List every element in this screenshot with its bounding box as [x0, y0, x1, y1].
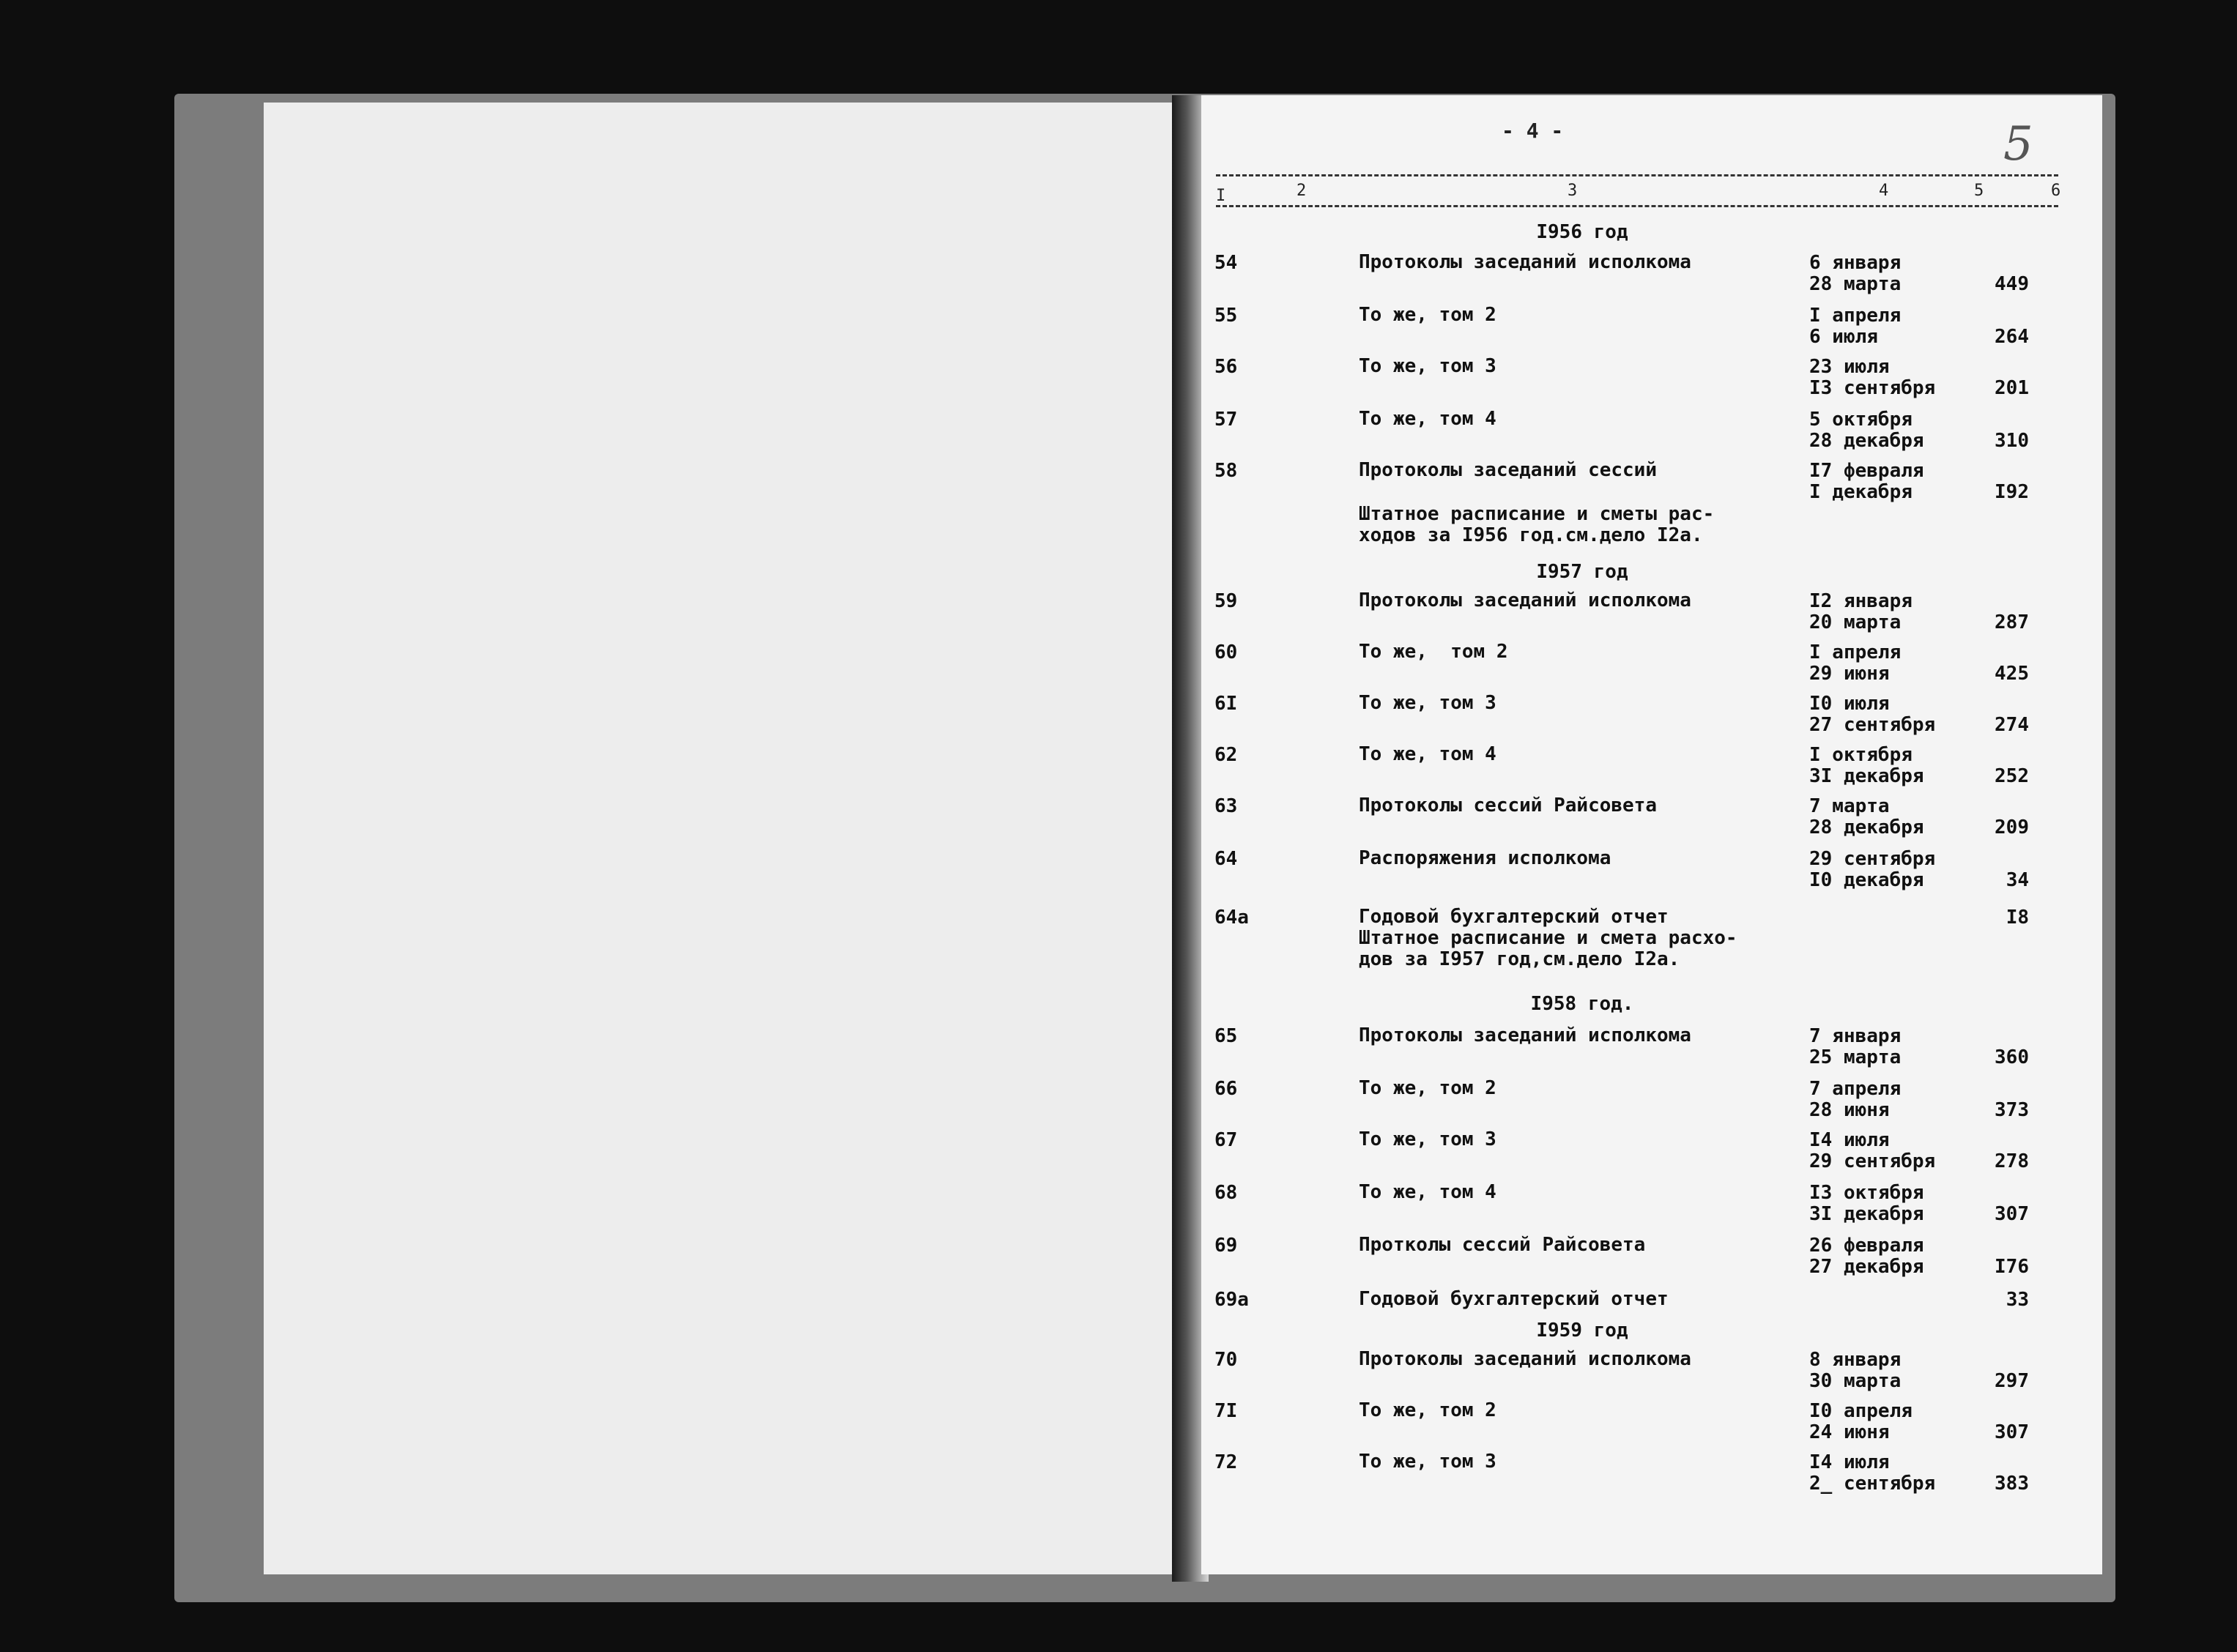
sheet-count: 264: [1995, 326, 2029, 348]
sheet-count: 287: [1995, 611, 2029, 633]
date-start: 29 сентября: [1809, 848, 1936, 870]
case-number: 7I: [1214, 1400, 1238, 1422]
case-number: 69: [1214, 1235, 1238, 1257]
date-start: 26 февраля: [1809, 1235, 1924, 1257]
column-header-3: 3: [1568, 182, 1578, 200]
date-end: 3I декабря: [1809, 765, 1924, 787]
pencil-folio-number: 5: [2003, 117, 2033, 171]
date-start: I2 января: [1809, 590, 1913, 612]
date-start: 8 января: [1809, 1349, 1902, 1371]
date-start: 23 июля: [1809, 356, 1890, 378]
sheet-count: 383: [1995, 1473, 2029, 1495]
case-title: То же, том 3: [1359, 355, 1496, 377]
case-title: Распоряжения исполкома: [1359, 847, 1611, 869]
case-title: Протоколы заседаний исполкома: [1359, 1024, 1691, 1046]
sheet-count: 278: [1995, 1150, 2029, 1172]
case-title: То же, том 2: [1359, 304, 1496, 326]
case-title: То же, том 4: [1359, 1181, 1496, 1203]
case-number: 72: [1214, 1451, 1238, 1473]
year-heading: I959 год: [1536, 1320, 1628, 1342]
case-title: То же, том 3: [1359, 1128, 1496, 1150]
sheet-count: 274: [1995, 714, 2029, 736]
sheet-count: 307: [1995, 1203, 2029, 1225]
case-number: 66: [1214, 1078, 1238, 1100]
bleed-through-text: [264, 103, 1179, 1574]
date-start: 7 января: [1809, 1025, 1902, 1047]
date-end: 28 декабря: [1809, 430, 1924, 452]
case-title: Штатное расписание и сметы рас- ходов за I956 год.см.дело I2а.: [1359, 503, 1715, 546]
date-start: I7 февраля: [1809, 460, 1924, 482]
date-end: 28 марта: [1809, 273, 1902, 295]
case-number: 56: [1214, 356, 1238, 378]
case-title: То же, том 2: [1359, 1399, 1496, 1421]
case-number: 54: [1214, 252, 1238, 274]
case-number: 64а: [1214, 907, 1249, 929]
case-number: 57: [1214, 409, 1238, 431]
case-number: 65: [1214, 1025, 1238, 1047]
case-title: Годовой бухгалтерский отчет: [1359, 1288, 1669, 1310]
sheet-count: I8: [2006, 907, 2029, 929]
case-number: 67: [1214, 1129, 1238, 1151]
column-header-2: 2: [1296, 182, 1307, 200]
sheet-count: 33: [2006, 1289, 2029, 1311]
case-number: 69а: [1214, 1289, 1249, 1311]
case-number: 60: [1214, 641, 1238, 663]
date-start: I4 июля: [1809, 1129, 1890, 1151]
sheet-count: I76: [1995, 1256, 2029, 1278]
date-start: I3 октября: [1809, 1182, 1924, 1204]
case-title: Протоколы сессий Райсовета: [1359, 795, 1657, 816]
sheet-count: 297: [1995, 1370, 2029, 1392]
case-number: 64: [1214, 848, 1238, 870]
sheet-count: 360: [1995, 1046, 2029, 1068]
date-end: 20 марта: [1809, 611, 1902, 633]
date-end: 27 сентября: [1809, 714, 1936, 736]
case-title: То же, том 3: [1359, 692, 1496, 714]
case-number: 68: [1214, 1182, 1238, 1204]
case-number: 63: [1214, 795, 1238, 817]
date-end: 24 июня: [1809, 1421, 1890, 1443]
date-start: I4 июля: [1809, 1451, 1890, 1473]
date-start: I0 апреля: [1809, 1400, 1913, 1422]
case-title: Годовой бухгалтерский отчет Штатное расписание и смета расхо- дов за I957 год,см.дело I2а.: [1359, 906, 1737, 970]
date-end: 25 марта: [1809, 1046, 1902, 1068]
case-title: Протоколы заседаний исполкома: [1359, 1348, 1691, 1370]
date-end: 30 марта: [1809, 1370, 1902, 1392]
case-number: 55: [1214, 305, 1238, 327]
case-title: То же, том 4: [1359, 743, 1496, 765]
year-heading: I957 год: [1536, 561, 1628, 583]
sheet-count: 310: [1995, 430, 2029, 452]
case-title: То же, том 2: [1359, 641, 1508, 663]
sheet-count: 209: [1995, 816, 2029, 838]
date-end: 28 июня: [1809, 1099, 1890, 1121]
case-title: То же, том 3: [1359, 1451, 1496, 1473]
case-title: То же, том 4: [1359, 408, 1496, 430]
column-header-6: 6: [2051, 182, 2061, 200]
sheet-count: 34: [2006, 869, 2029, 891]
case-title: Протколы сессий Райсовета: [1359, 1234, 1646, 1256]
sheet-count: 425: [1995, 663, 2029, 685]
date-start: I апреля: [1809, 641, 1902, 663]
sheet-count: 252: [1995, 765, 2029, 787]
left-page: [264, 103, 1179, 1574]
date-start: 5 октября: [1809, 409, 1913, 431]
column-header-1: I: [1216, 187, 1226, 205]
date-end: 28 декабря: [1809, 816, 1924, 838]
date-start: I октября: [1809, 744, 1913, 766]
case-number: 6I: [1214, 693, 1238, 715]
date-end: 27 декабря: [1809, 1256, 1924, 1278]
case-title: Протоколы заседаний исполкома: [1359, 251, 1691, 273]
sheet-count: 201: [1995, 377, 2029, 399]
case-title: То же, том 2: [1359, 1077, 1496, 1099]
case-number: 62: [1214, 744, 1238, 766]
date-end: 6 июля: [1809, 326, 1878, 348]
date-end: 29 июня: [1809, 663, 1890, 685]
date-end: 2_ сентября: [1809, 1473, 1936, 1495]
right-page: [1201, 95, 2102, 1574]
date-start: 7 марта: [1809, 795, 1890, 817]
case-number: 59: [1214, 590, 1238, 612]
case-title: Протоколы заседаний сессий: [1359, 459, 1657, 481]
date-start: 6 января: [1809, 252, 1902, 274]
case-number: 58: [1214, 460, 1238, 482]
case-title: Протоколы заседаний исполкома: [1359, 589, 1691, 611]
date-end: I3 сентября: [1809, 377, 1936, 399]
date-end: I декабря: [1809, 481, 1913, 503]
header-rule-bottom: [1216, 205, 2058, 207]
date-end: 29 сентября: [1809, 1150, 1936, 1172]
date-end: I0 декабря: [1809, 869, 1924, 891]
sheet-count: 449: [1995, 273, 2029, 295]
sheet-count: 307: [1995, 1421, 2029, 1443]
date-start: 7 апреля: [1809, 1078, 1902, 1100]
page-number: - 4 -: [1502, 119, 1564, 143]
case-number: 70: [1214, 1349, 1238, 1371]
date-start: I апреля: [1809, 305, 1902, 327]
sheet-count: I92: [1995, 481, 2029, 503]
year-heading: I958 год.: [1530, 993, 1634, 1015]
date-end: 3I декабря: [1809, 1203, 1924, 1225]
column-header-4: 4: [1879, 182, 1889, 200]
column-header-5: 5: [1974, 182, 1984, 200]
sheet-count: 373: [1995, 1099, 2029, 1121]
header-rule-top: [1216, 174, 2058, 176]
year-heading: I956 год: [1536, 221, 1628, 243]
date-start: I0 июля: [1809, 693, 1890, 715]
